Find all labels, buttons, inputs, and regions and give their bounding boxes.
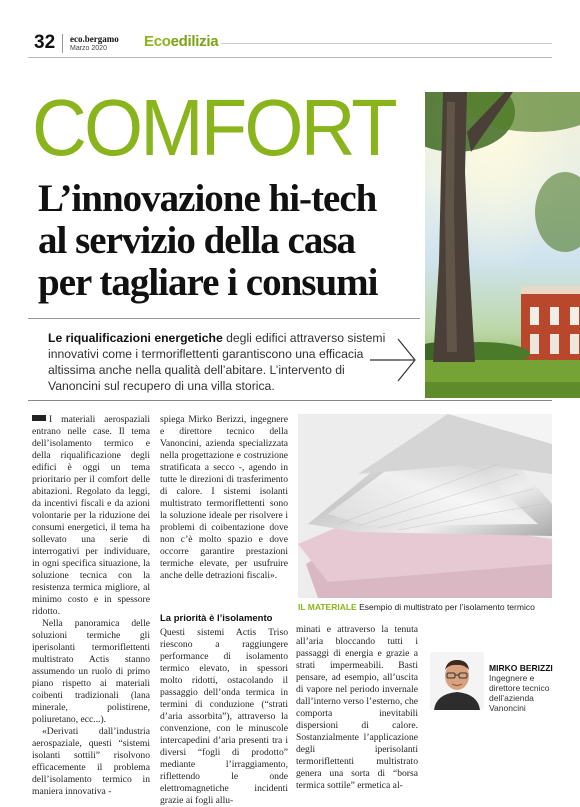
- lead-bottom-rule: [28, 400, 552, 401]
- headline-line-1: L’innovazione hi-tech: [38, 177, 377, 220]
- column-3-paragraph: minati e attraverso la tenuta all’aria bloccando tutti i passaggi di energia e grazie a strati impermeabili. Basti pensare, ad esempio, all’uscita di vapore nel periodo invernale dall’interno verso l’esterno, che comporta inevitabili dispersioni di calore. Sostanzialmente l’applicazione degli iperisolanti termoriflettenti multistrato genera una sorta di “borsa termica sottile” ermetica al-: [296, 624, 419, 791]
- column-2-lower-paragraph: Questi sistemi Actis Triso riescono a raggiungere performance di isolamento termico elevato, in spessori molto ridotti, ostacolando il passaggio dell’onda termica in termini di conduzione (“strati d’aria assorbita”), attraverso la convenzione, con le minuscole intercapedini d’aria presenti tra i diversi “fogli di prodotto” mediante l’irraggiamento, riflettendo le onde elettromagnetiche incidenti grazie ai fogli allu-: [160, 627, 288, 806]
- arrow-right-icon: [368, 335, 418, 385]
- article-lead: [48, 330, 398, 394]
- page-number: 32: [34, 32, 56, 53]
- article-column-2: [160, 414, 288, 582]
- column-1-paragraph-2: Nella panoramica delle soluzioni termiche gli iperisolanti termoriflettenti multistrato Actis stanno assumendo un ruolo di primo piano rispetto ai materiali coibenti tradizionali (lana minerale, polistirene, poliuretano, ecc...).: [32, 618, 150, 725]
- photo-caption: [298, 602, 568, 612]
- material-photo-drawing: [298, 414, 552, 598]
- caption-text: Esempio di multistrato per l’isolamento termico: [356, 602, 535, 612]
- article-column-1: [32, 414, 150, 798]
- article-column-2-lower: [160, 613, 288, 807]
- caption-label: IL MATERIALE: [298, 602, 357, 612]
- article-headline: [38, 178, 428, 304]
- section-title: [144, 33, 218, 50]
- lead-rest: degli edifici attraverso sistemi innovativi come i termoriflettenti garantiscono una efficacia altissima anche nella qualità dell’abitare. L’intervento di Vanoncini sul recupero di una villa storica.: [48, 331, 386, 393]
- section-prefix: Eco: [144, 33, 171, 50]
- section-name: edilizia: [170, 33, 219, 50]
- publication-name: eco.bergamo: [70, 34, 119, 44]
- header-divider: [62, 34, 63, 53]
- article-column-3: [296, 624, 418, 792]
- publication-date: Marzo 2020: [70, 45, 107, 52]
- author-portrait-drawing: [430, 652, 484, 710]
- headline-line-3: per tagliare i consumi: [38, 261, 378, 304]
- section-subhead: La priorità è l’isolamento: [160, 613, 273, 624]
- square-bullet-icon: [32, 415, 46, 421]
- column-1-paragraph-3: «Derivati dall’industria aerospaziale, questi “sistemi isolanti sottili” risolvono efficacemente il problema dell’isolamento termico in maniera innovativa -: [32, 726, 150, 797]
- page-header: [28, 30, 552, 58]
- section-rule: [221, 43, 552, 44]
- author-bio: [489, 663, 559, 713]
- author-name: MIRKO BERIZZI: [489, 663, 553, 673]
- lead-top-rule: [28, 318, 420, 319]
- article-kicker: COMFORT: [32, 83, 395, 172]
- lead-bold: Le riqualificazioni energetiche: [48, 331, 223, 345]
- author-portrait: [430, 652, 484, 710]
- author-role: Ingegnere e direttore tecnico dell’azienda Vanoncini: [489, 673, 550, 713]
- headline-line-2: al servizio della casa: [38, 219, 356, 262]
- column-1-paragraph-1: [32, 414, 150, 618]
- villa-photo: [425, 92, 580, 398]
- villa-photo-drawing: [425, 92, 580, 398]
- column-1-paragraph-1-text: I materiali aerospaziali entrano nelle case. Il tema dell’isolamento termico e della riqualificazione degli edifici è oggi un tema prioritario per il comfort delle abitazioni. Regolato da leggi, da incentivi fiscali e da azioni volontarie per la riduzione dei consumi energetici, il tema ha sollevato una serie di interrogativi per individuare, in ogni specifica situazione, la soluzione tecnica con la resistenza termica migliore, al minimo costo e in spessore ridotto.: [32, 414, 150, 617]
- column-2-paragraph: spiega Mirko Berizzi, ingegnere e direttore tecnico della Vanoncini, azienda specializzata nella progettazione e costruzione stratificata a secco -, agendo in tutte le direzioni di trasferimento di calore. I sistemi isolanti multistrato termoriflettenti sono la soluzione ideale per risolvere i problemi di coibentazione dove non c’è molto spazio e dove occorre garantire prestazioni termiche elevate, per usufruire anche delle detrazioni fiscali».: [160, 414, 288, 581]
- material-photo: [298, 414, 552, 598]
